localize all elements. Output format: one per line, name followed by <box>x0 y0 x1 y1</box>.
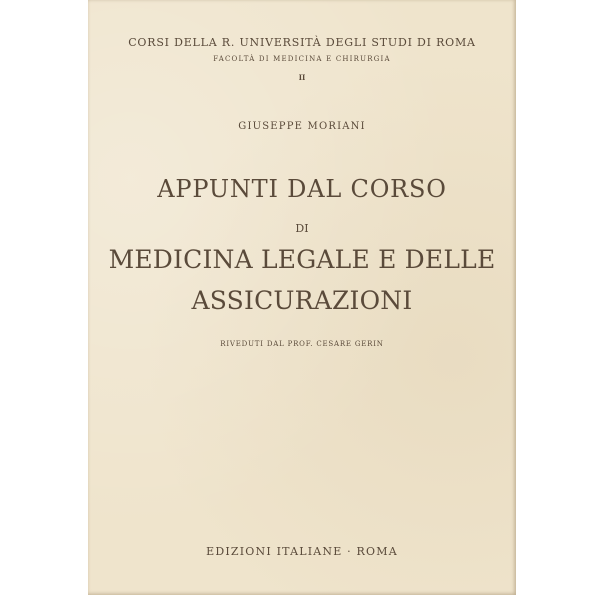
book-title-page <box>88 0 516 595</box>
series-heading: CORSI DELLA R. UNIVERSITÀ DEGLI STUDI DI ROMA <box>128 36 476 49</box>
faculty-heading: FACOLTÀ DI MEDICINA E CHIRURGIA <box>213 55 391 63</box>
title-line-1: APPUNTI DAL CORSO <box>157 175 447 203</box>
author-name: GIUSEPPE MORIANI <box>238 121 366 132</box>
volume-number: II <box>298 73 306 82</box>
title-line-3: ASSICURAZIONI <box>191 286 413 315</box>
publisher-imprint: EDIZIONI ITALIANE · ROMA <box>206 545 398 558</box>
title-connector: DI <box>295 222 309 235</box>
title-line-2: MEDICINA LEGALE E DELLE <box>108 245 496 274</box>
revised-by-note: RIVEDUTI DAL PROF. CESARE GERIN <box>220 340 384 348</box>
